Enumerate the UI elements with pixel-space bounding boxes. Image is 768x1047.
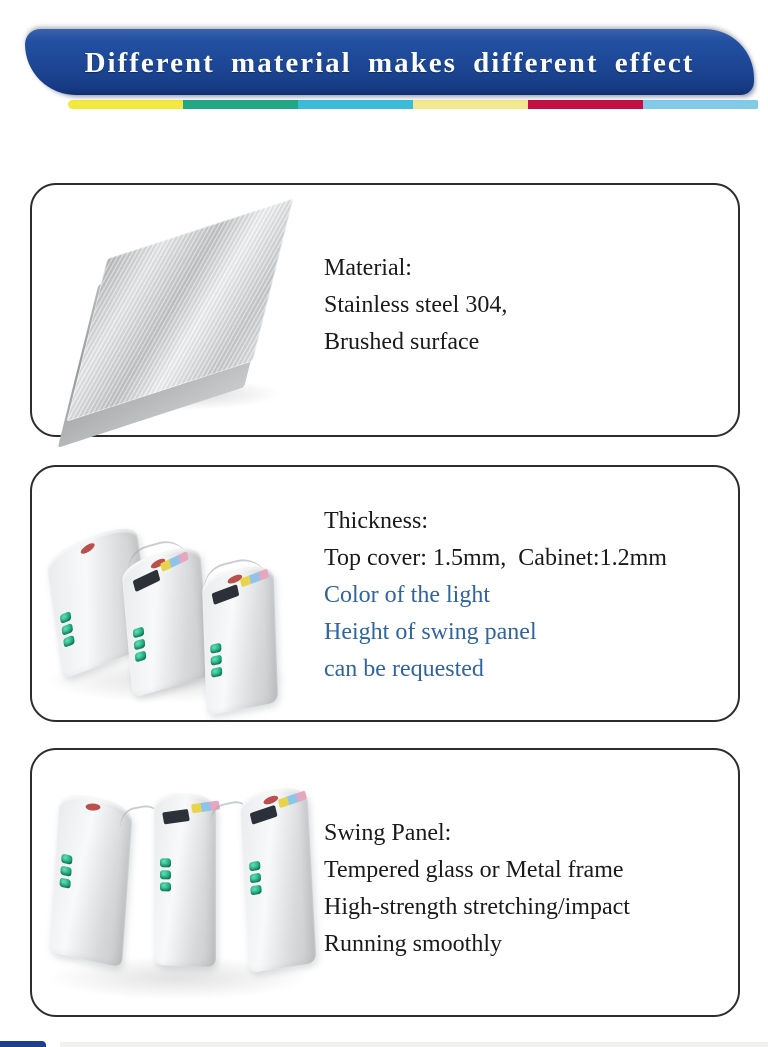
gate-indicator-lights-icon (249, 860, 262, 895)
swing-panel-material: Tempered glass or Metal frame (324, 857, 624, 883)
steel-plate (50, 199, 310, 419)
header-banner (25, 29, 754, 95)
stripe-segment-yellow (68, 100, 183, 109)
flap-barrier-illustration (32, 467, 322, 720)
swing-panel-running: Running smoothly (324, 931, 503, 957)
gate-indicator-lights-icon (60, 611, 75, 648)
stripe-segment-cyan (298, 100, 413, 109)
gate-indicator-lights-icon (210, 643, 222, 678)
gate-logo-icon (80, 541, 96, 556)
thickness-card-text (324, 503, 667, 688)
material-value: Stainless steel 304, (324, 292, 508, 318)
card-reader-icon (249, 805, 277, 825)
stripe-segment-crimson (528, 100, 643, 109)
bottom-gray-strip (60, 1042, 768, 1047)
thickness-label: Thickness: (324, 508, 428, 534)
stripe-segment-teal (183, 100, 298, 109)
gate-cabinet (121, 542, 211, 698)
option-panel-height: Height of swing panel (324, 619, 537, 645)
material-card (30, 183, 740, 437)
thickness-value: Top cover: 1.5mm, Cabinet:1.2mm (324, 545, 667, 571)
gate-logo-icon (85, 803, 101, 810)
material-card-text (324, 250, 507, 361)
gate-cabinet (202, 562, 278, 716)
gate-cabinet (154, 793, 216, 967)
gate-indicator-lights-icon (160, 858, 171, 891)
gate-indicator-lights-icon (133, 626, 147, 662)
card-reader-icon (162, 809, 190, 825)
swing-panel-label: Swing Panel: (324, 820, 452, 846)
stripe-segment-paleyellow (413, 100, 528, 109)
material-finish: Brushed surface (324, 329, 480, 355)
page-title: Different material makes different effect (84, 47, 695, 79)
stripe-segment-lightblue (643, 100, 758, 109)
gate-cabinet (49, 790, 133, 967)
next-banner-peek (0, 1041, 46, 1047)
swing-panel-strength: High-strength stretching/impact (324, 894, 630, 920)
card-reader-icon (212, 584, 240, 605)
option-requested: can be requested (324, 656, 484, 682)
swing-panel-card-text (324, 815, 630, 963)
option-light-color: Color of the light (324, 582, 490, 608)
swing-panel-card (30, 748, 740, 1017)
steel-plate-illustration (32, 185, 322, 435)
decor-stripe (68, 100, 758, 109)
gate-cabinet (240, 785, 317, 973)
card-reader-icon (133, 569, 161, 592)
material-label: Material: (324, 255, 412, 281)
swing-barrier-illustration (32, 750, 322, 1015)
gate-logo-icon (263, 794, 279, 806)
thickness-card (30, 465, 740, 722)
gate-indicator-lights-icon (59, 853, 72, 888)
